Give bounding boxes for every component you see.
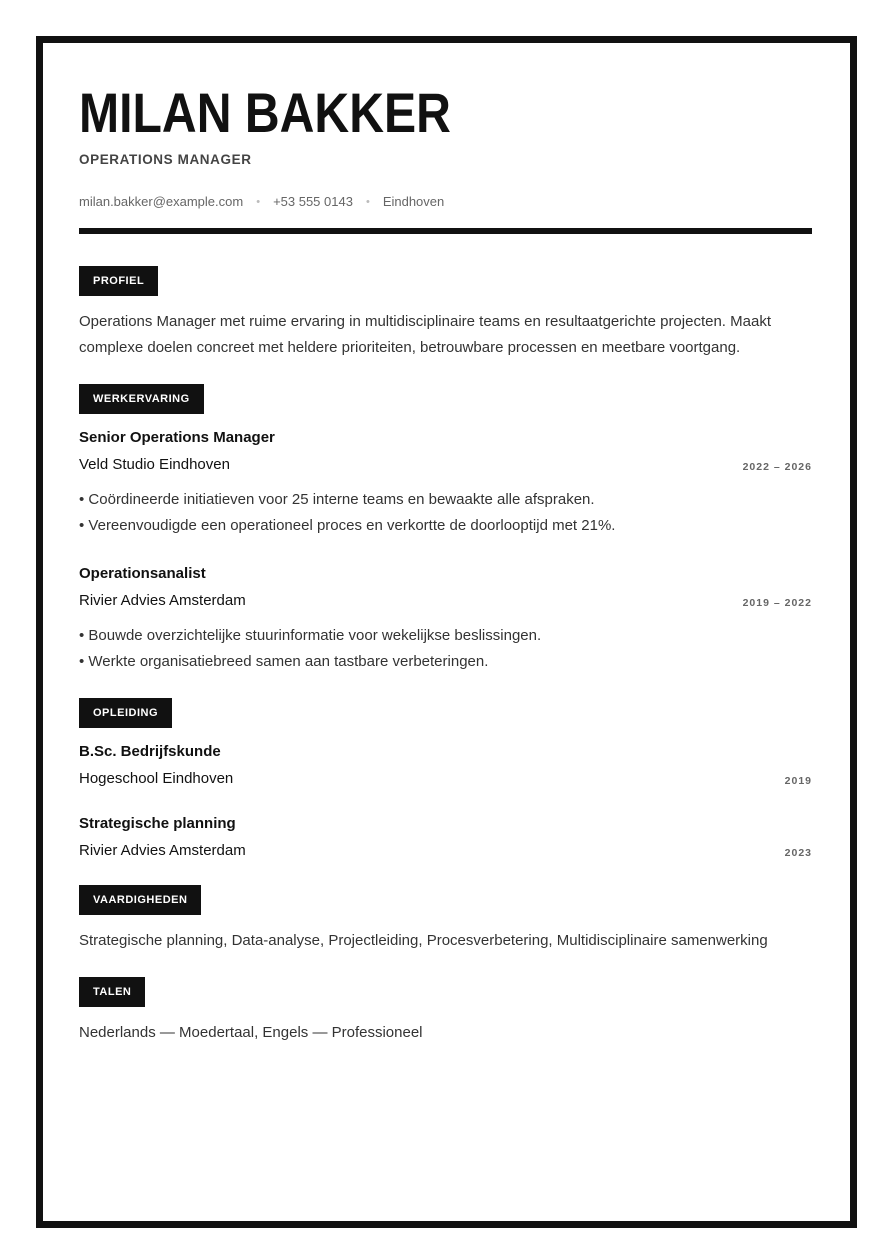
job-bullet: • Vereenvoudigde een operationeel proces en verkortte de doorlooptijd met 21%. bbox=[79, 513, 615, 539]
section-label-experience: WERKERVARING bbox=[79, 384, 204, 414]
profile-text: Operations Manager met ruime ervaring in multidisciplinaire teams en resultaatgerichte projecten. Maakt complexe doelen concreet met heldere prioriteiten, betrouwbare processen en meetbare voortgang. bbox=[79, 313, 771, 356]
header-divider bbox=[79, 228, 812, 234]
education-year: 2019 bbox=[784, 775, 812, 787]
job-company: Veld Studio Eindhoven bbox=[79, 456, 230, 473]
section-label-profile: PROFIEL bbox=[79, 266, 158, 296]
job-title: Operationsanalist bbox=[79, 565, 206, 582]
job-bullet: • Werkte organisatiebreed samen aan tastbare verbeteringen. bbox=[79, 649, 541, 675]
section-label-skills: VAARDIGHEDEN bbox=[79, 885, 201, 915]
separator-dot-icon: • bbox=[256, 195, 261, 208]
job-dates: 2019 – 2022 bbox=[742, 597, 812, 609]
section-label-languages: TALEN bbox=[79, 977, 145, 1007]
job-bullet: • Coördineerde initiatieven voor 25 interne teams en bewaakte alle afspraken. bbox=[79, 487, 615, 513]
education-institution: Hogeschool Eindhoven bbox=[79, 770, 234, 787]
skills-text: Strategische planning, Data-analyse, Projectleiding, Procesverbetering, Multidisciplinaire samenwerking bbox=[79, 932, 768, 949]
languages-text: Nederlands — Moedertaal, Engels — Professioneel bbox=[79, 1024, 423, 1041]
job-company: Rivier Advies Amsterdam bbox=[79, 592, 246, 609]
contact-location: Eindhoven bbox=[382, 194, 445, 209]
education-year: 2023 bbox=[784, 847, 812, 859]
job-title: Senior Operations Manager bbox=[79, 429, 275, 446]
contact-line bbox=[79, 194, 444, 209]
job-dates: 2022 – 2026 bbox=[742, 461, 812, 473]
candidate-name: MILAN BAKKER bbox=[79, 81, 451, 144]
resume-page bbox=[36, 36, 857, 1228]
contact-email[interactable]: milan.bakker@example.com bbox=[79, 194, 244, 209]
job-bullets bbox=[79, 623, 541, 675]
separator-dot-icon: • bbox=[365, 195, 370, 208]
section-label-education: OPLEIDING bbox=[79, 698, 172, 728]
education-title: B.Sc. Bedrijfskunde bbox=[79, 743, 221, 760]
education-institution: Rivier Advies Amsterdam bbox=[79, 842, 246, 859]
contact-phone[interactable]: +53 555 0143 bbox=[273, 194, 353, 209]
job-bullet: • Bouwde overzichtelijke stuurinformatie voor wekelijkse beslissingen. bbox=[79, 623, 541, 649]
education-title: Strategische planning bbox=[79, 815, 236, 832]
candidate-role: OPERATIONS MANAGER bbox=[79, 152, 252, 167]
job-bullets bbox=[79, 487, 615, 539]
